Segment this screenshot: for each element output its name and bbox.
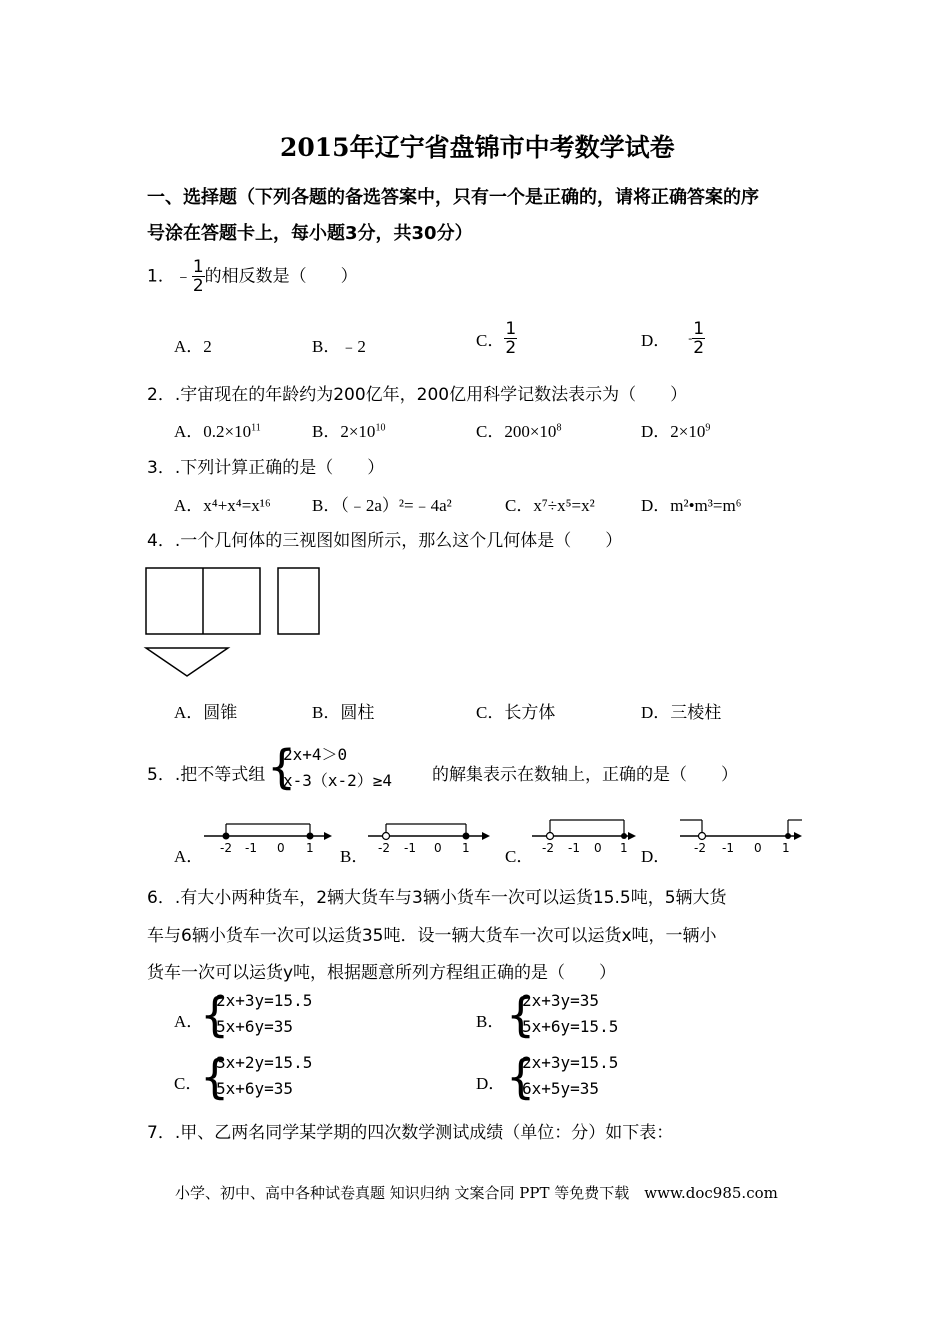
q1-prefix: ﹣ (174, 266, 192, 287)
tick-label: 0 (754, 841, 762, 855)
q4-stem: 4．.一个几何体的三视图如图所示，那么这个几何体是（ ） (147, 531, 623, 551)
q2-stem: 2．.宇宙现在的年龄约为200亿年，200亿用科学记数法表示为（ ） (147, 385, 688, 405)
tick-label: -1 (245, 841, 257, 855)
q5-eq2: x-3（x-2）≥4 (283, 771, 393, 790)
q5-number-line-d[interactable] (676, 816, 808, 856)
q3-option-d[interactable]: D．m²•m³=m⁶ (641, 496, 742, 515)
q4-option-a[interactable]: A．圆锥 (174, 703, 238, 722)
page-footer: 小学、初中、高中各种试卷真题 知识归纳 文案合同 PPT 等免费下载 www.doc985.com (175, 1184, 778, 1202)
tick-label: -2 (542, 841, 554, 855)
q6-b-system: 2x+3y=35 5x+6y=15.5 (522, 991, 619, 1036)
q5-option-c-label[interactable]: C． (505, 847, 534, 866)
q6-option-a[interactable]: A． (174, 1012, 204, 1031)
q5-number-line-a[interactable] (200, 816, 336, 856)
q6-stem-line3: 货车一次可以运货y吨，根据题意所列方程组正确的是（ ） (147, 963, 617, 983)
page-title: 2015年辽宁省盘锦市中考数学试卷 (280, 133, 675, 162)
q4-option-d[interactable]: D．三棱柱 (641, 703, 722, 722)
side-view (278, 568, 319, 634)
q6-a-system: 2x+3y=15.5 5x+6y=35 (216, 991, 313, 1036)
q5-eq1: 2x+4＞0 (283, 745, 348, 764)
q5-number-line-b[interactable] (364, 816, 494, 856)
q6-a-brace: { (200, 988, 230, 1042)
q5-option-d-label[interactable]: D． (641, 847, 671, 866)
q6-c-system: 3x+2y=15.5 5x+6y=35 (216, 1053, 313, 1098)
tick-label: 1 (462, 841, 470, 855)
tick-label: 1 (620, 841, 628, 855)
top-view-triangle (146, 648, 228, 676)
tick-label: 0 (277, 841, 285, 855)
q6-b-brace: { (506, 988, 536, 1042)
q6-option-b[interactable]: B． (476, 1012, 505, 1031)
q5-prefix: 5．.把不等式组 (147, 765, 266, 785)
tick-label: 1 (306, 841, 314, 855)
q1-option-d[interactable]: D． - $\frac{1}{2}$ (641, 319, 705, 358)
q6-stem-line2: 车与6辆小货车一次可以运货35吨．设一辆大货车一次可以运货x吨，一辆小 (147, 926, 717, 946)
q2-option-a[interactable]: A．$0.2\times 10^{11}$ (174, 422, 261, 441)
tick-label: -2 (694, 841, 706, 855)
q3-option-b[interactable]: B．（﹣2a）²=﹣4a² (312, 496, 452, 515)
q5-system (283, 742, 392, 794)
q1-stem (147, 258, 358, 295)
q6-c-brace: { (200, 1050, 230, 1104)
q6-d-system: 2x+3y=15.5 6x+5y=35 (522, 1053, 619, 1098)
tick-label: 1 (782, 841, 790, 855)
q1-suffix: 的相反数是（ ） (204, 266, 358, 287)
section-heading-line2: 号涂在答题卡上，每小题3分，共30分） (147, 223, 473, 244)
q3-option-a[interactable]: A．x⁴+x⁴=x¹⁶ (174, 496, 271, 515)
q1-number: 1． (147, 266, 175, 287)
q6-option-c[interactable]: C． (174, 1074, 203, 1093)
q1-option-a[interactable]: A．2 (174, 337, 212, 356)
tick-label: -1 (568, 841, 580, 855)
q4-option-c[interactable]: C．长方体 (476, 703, 556, 722)
tick-label: 0 (594, 841, 602, 855)
q4-option-b[interactable]: B．圆柱 (312, 703, 375, 722)
tick-label: -2 (220, 841, 232, 855)
q2-option-b[interactable]: B．$2\times 10^{10}$ (312, 422, 386, 441)
section-heading-line1: 一、选择题（下列各题的备选答案中，只有一个是正确的，请将正确答案的序 (147, 187, 759, 208)
tick-label: -1 (722, 841, 734, 855)
q6-d-brace: { (506, 1050, 536, 1104)
q2-option-c[interactable]: C．$200\times 10^8$ (476, 422, 562, 441)
q1-fraction: $\frac{1}{2}$ (192, 257, 204, 296)
q5-option-a-label[interactable]: A． (174, 847, 204, 866)
q3-stem: 3．.下列计算正确的是（ ） (147, 458, 385, 478)
q1-option-c[interactable]: C． $\frac{1}{2}$ (476, 319, 517, 358)
q5-option-b-label[interactable]: B． (340, 847, 369, 866)
q6-option-d[interactable]: D． (476, 1074, 506, 1093)
tick-label: -2 (378, 841, 390, 855)
q5-suffix: 的解集表示在数轴上，正确的是（ ） (432, 765, 738, 785)
q2-option-d[interactable]: D．$2\times 10^9$ (641, 422, 711, 441)
tick-label: -1 (404, 841, 416, 855)
q5-number-line-c[interactable] (528, 816, 640, 856)
q7-stem: 7．.甲、乙两名同学某学期的四次数学测试成绩（单位：分）如下表： (147, 1123, 674, 1143)
q4-three-view-figure (140, 562, 340, 692)
q5-brace: { (267, 740, 297, 794)
tick-label: 0 (434, 841, 442, 855)
q3-option-c[interactable]: C．x⁷÷x⁵=x² (505, 496, 595, 515)
q1-option-b[interactable]: B．﹣2 (312, 337, 366, 356)
q6-stem-line1: 6．.有大小两种货车，2辆大货车与3辆小货车一次可以运货15.5吨，5辆大货 (147, 888, 727, 908)
